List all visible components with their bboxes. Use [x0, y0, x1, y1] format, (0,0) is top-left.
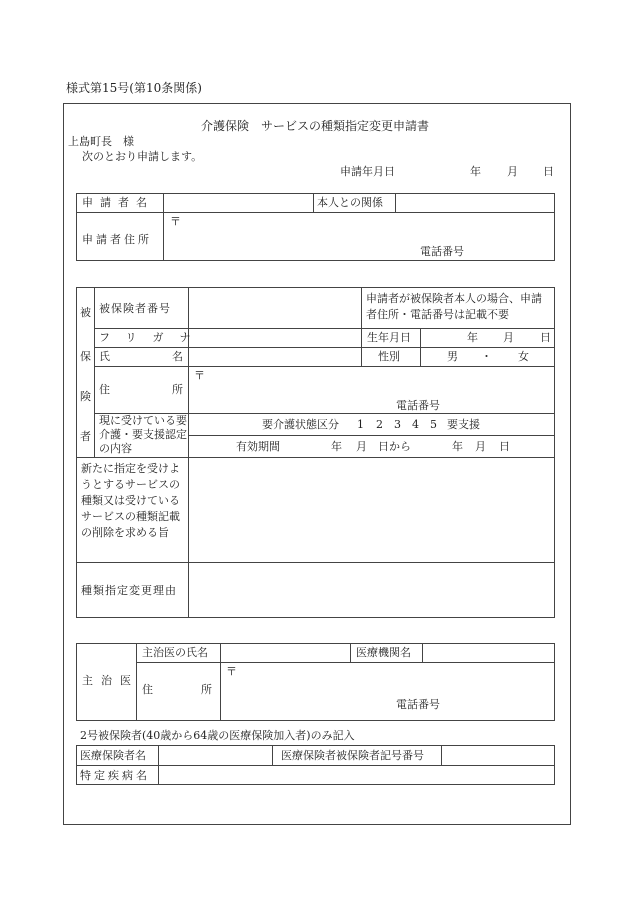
- date-day: 日: [543, 165, 554, 178]
- birth-label: 生年月日: [367, 331, 411, 344]
- insured-address-label: 住所: [99, 383, 245, 396]
- care-level-5[interactable]: 5: [430, 418, 437, 431]
- insured-note: 申請者が被保険者本人の場合、申請者住所・電話番号は記載不要: [366, 292, 542, 321]
- insured-number-field-2[interactable]: [442, 746, 554, 764]
- doctor-phone-label: 電話番号: [396, 698, 440, 711]
- doctor-side-label: 主治医: [82, 674, 139, 687]
- insured-side-label-1: 被: [80, 306, 91, 319]
- intro-text: 次のとおり申請します。: [82, 150, 203, 163]
- care-level-label: 要介護状態区分: [262, 418, 339, 431]
- valid-to-month: 月: [475, 440, 486, 453]
- applicant-name-field[interactable]: [164, 194, 312, 211]
- relation-field[interactable]: [396, 194, 553, 211]
- birth-day: 日: [540, 331, 551, 344]
- type2-note: 2号被保険者(40歳から64歳の医療保険加入者)のみ記入: [80, 729, 355, 742]
- valid-label: 有効期間: [236, 440, 280, 453]
- insurer-field[interactable]: [159, 746, 271, 764]
- disease-field[interactable]: [159, 766, 554, 784]
- valid-to-day: 日: [499, 440, 510, 453]
- insured-number-label: 被保険者番号: [99, 302, 171, 315]
- valid-to-year: 年: [452, 440, 463, 453]
- date-label: 申請年月日: [340, 165, 395, 178]
- birth-month: 月: [503, 331, 514, 344]
- sex-male-option[interactable]: 男: [447, 350, 458, 363]
- request-label: 新たに指定を受けようとするサービスの種類又は受けているサービスの種類記載の削除を求める旨: [81, 462, 180, 539]
- insured-number-label-2: 医療保険者被保険者記号番号: [281, 749, 424, 762]
- applicant-name-label: 申請者名: [82, 196, 154, 209]
- institution-field[interactable]: [423, 644, 554, 661]
- care-level-2[interactable]: 2: [376, 418, 383, 431]
- insured-name-field[interactable]: [189, 348, 360, 365]
- doctor-name-field[interactable]: [221, 644, 349, 661]
- valid-from-year: 年: [331, 440, 342, 453]
- doctor-postal-mark: 〒: [226, 665, 237, 678]
- care-label: 現に受けている要介護・要支援認定の内容: [99, 414, 187, 455]
- doctor-address-label: 住所: [142, 683, 260, 696]
- reason-label: 種類指定変更理由: [81, 584, 177, 597]
- furigana-field[interactable]: [189, 329, 360, 346]
- sex-female-option[interactable]: 女: [518, 350, 529, 363]
- form-title: 介護保険 サービスの種類指定変更申請書: [201, 119, 430, 133]
- applicant-phone-label: 電話番号: [420, 245, 464, 258]
- insured-number-field[interactable]: [189, 288, 360, 327]
- insured-postal-mark: 〒: [194, 369, 205, 382]
- care-level-1[interactable]: 1: [357, 418, 364, 431]
- care-level-4[interactable]: 4: [412, 418, 419, 431]
- applicant-postal-mark: 〒: [170, 215, 181, 228]
- date-month: 月: [507, 165, 518, 178]
- form-number: 様式第15号(第10条関係): [66, 81, 202, 95]
- addressee: 上島町長 様: [68, 135, 134, 148]
- insured-phone-label: 電話番号: [396, 399, 440, 412]
- insured-name-label: 氏名: [99, 350, 245, 363]
- sex-label: 性別: [378, 350, 400, 363]
- insured-side-label-3: 険: [80, 390, 91, 403]
- disease-label: 特定疾病名: [80, 769, 150, 782]
- institution-label: 医療機関名: [356, 646, 411, 659]
- valid-from-day: 日から: [378, 440, 411, 453]
- doctor-name-label: 主治医の氏名: [142, 646, 208, 659]
- applicant-address-label: 申請者住所: [82, 233, 152, 246]
- valid-from-month: 月: [356, 440, 367, 453]
- reason-field[interactable]: [189, 563, 554, 617]
- insured-side-label-2: 保: [80, 350, 91, 363]
- insured-side-label-4: 者: [80, 430, 91, 443]
- birth-year: 年: [467, 331, 478, 344]
- insured-address-field[interactable]: [189, 367, 554, 412]
- date-year: 年: [470, 165, 481, 178]
- insurer-label: 医療保険者名: [80, 749, 146, 762]
- furigana-label: フリガナ: [99, 331, 207, 344]
- applicant-address-field[interactable]: [164, 213, 554, 260]
- support-option[interactable]: 要支援: [447, 418, 480, 431]
- sex-separator: ・: [481, 350, 492, 363]
- request-field[interactable]: [189, 458, 554, 561]
- relation-label: 本人との関係: [317, 196, 383, 209]
- care-level-3[interactable]: 3: [394, 418, 401, 431]
- doctor-address-field[interactable]: [221, 663, 554, 720]
